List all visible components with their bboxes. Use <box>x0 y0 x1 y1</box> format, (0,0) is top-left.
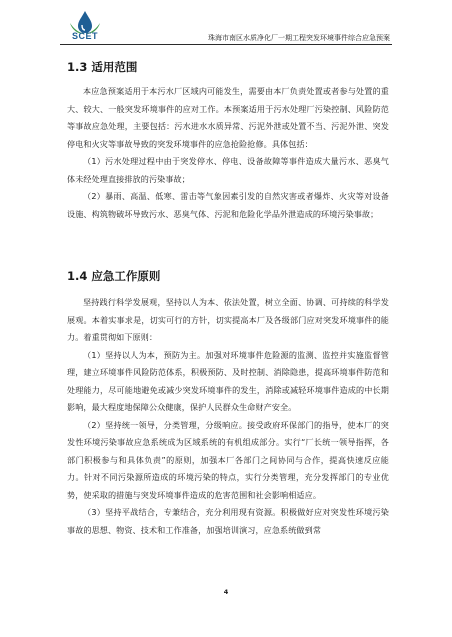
paragraph: （3）坚持平战结合，专兼结合，充分利用现有资源。积极做好应对突发性环境污染事故的思想、物资、技术和工作准备，加强培训演习，应急系统做到常 <box>67 507 389 535</box>
paragraph: （2）坚持统一领导，分类管理，分级响应。接受政府环保部门的指导，使本厂的突发性环境污染事故应急系统成为区域系统的有机组成部分。实行“厂长统一领导指挥，各部门积极参与和具体负责”的原则，加强本厂各部门之间协同与合作，提高快速反应能力。针对不同污染源所造成的环境污染的特点，实行分类管理，充分发挥部门的专业优势，使采取的措施与突发环境事件造成的危害范围和社会影响相适应。 <box>67 419 389 500</box>
paragraph: 坚持践行科学发展观，坚持以人为本、依法处置，树立全面、协调、可持续的科学发展观。本着实事求是，切实可行的方针，切实提高本厂及各级部门应对突发环境事件的能力。着重贯彻如下原则： <box>67 297 389 342</box>
section-heading-principles: 1.4 应急工作原则 <box>67 269 161 283</box>
paragraph: （2）暴雨、高温、低寒、雷击等气象因素引发的自然灾害或者爆炸、火灾等对设备设施、构筑物破坏导致污水、恶臭气体、污泥和危险化学品外泄造成的环境污染事故； <box>67 191 389 219</box>
section-principles <box>67 267 389 539</box>
paragraph: （1）坚持以人为本，预防为主。加强对环境事件危险源的监测、监控并实施监督管理，建立环境事件风险防范体系，积极预防、及时控制、消除隐患，提高环境事件防范和处理能力，尽可能地避免或减少突发环境事件的发生，消除或减轻环境事件造成的中长期影响，最大程度地保障公众健康，保护人民群众生命财产安全。 <box>67 349 389 412</box>
header-divider <box>60 44 392 45</box>
section-heading-scope: 1.3 适用范围 <box>67 60 138 74</box>
logo-text: SCET <box>71 31 98 41</box>
document-header-title: 珠海市南区水质净化厂一期工程突发环境事件综合应急预案 <box>208 34 390 42</box>
page-number: 4 <box>223 588 229 596</box>
paragraph: 本应急预案适用于本污水厂区域内可能发生，需要由本厂负责处置或者参与处置的重大、较大、一般突发环境事件的应对工作。本预案适用于污水处理厂污染控制、风险防范等事故应急处理，主要包括：污水进水水质异常、污泥外泄或处置不当、污泥外泄、突发停电和火灾等事故导致的突发环境事件的应急抢险抢修。具体包括： <box>67 86 389 149</box>
paragraph: （1）污水处理过程中由于突发停水、停电、设备故障等事件造成大量污水、恶臭气体未经处理直接排放的污染事故； <box>67 156 389 184</box>
section-scope <box>67 58 389 223</box>
